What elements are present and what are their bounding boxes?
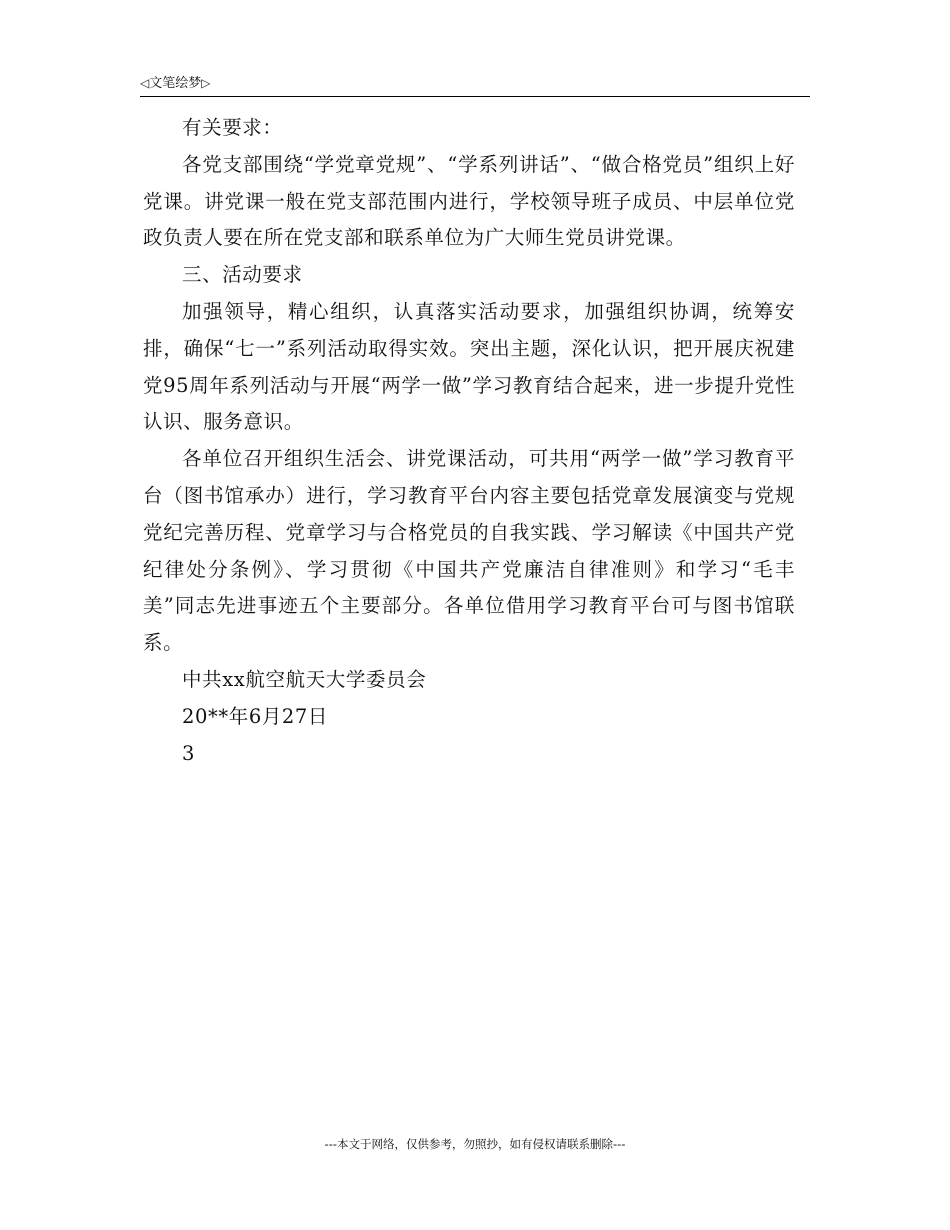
paragraph-party-lectures: 各党支部围绕“学党章党规”、“学系列讲话”、“做合格党员”组织上好党课。讲党课一般在党支部范围内进行，学校领导班子成员、中层单位党政负责人要在所在党支部和联系单位为广大师生党员讲党课。 — [143, 152, 795, 250]
brand-logo — [140, 74, 210, 93]
brand-name: 文笔绘梦 — [149, 76, 202, 91]
right-triangle-icon: ▷ — [201, 76, 211, 90]
signature-organization: 中共xx航空航天大学委员会 — [182, 667, 427, 691]
paragraph-learning-platform: 各单位召开组织生活会、讲党课活动，可共用“两学一做”学习教育平台（图书馆承办）进行，学习教育平台内容主要包括党章发展演变与党规党纪完善历程、党章学习与合格党员的自我实践、学习解读《中国共产党纪律处分条例》、学习贯彻《中国共产党廉洁自律准则》和学习“毛丰美”同志先进事迹五个主要部分。各单位借用学习教育平台可与图书馆联系。 — [143, 447, 795, 655]
signature-date: 20**年6月27日 — [182, 704, 329, 728]
paragraph-requirements-heading: 有关要求： — [182, 116, 283, 139]
page-number: 3 — [182, 741, 196, 765]
section-heading-activity-requirements: 三、活动要求 — [182, 263, 303, 287]
page-header — [140, 72, 810, 97]
footer-disclaimer: ---本文于网络，仅供参考，勿照抄，如有侵权请联系删除--- — [324, 1137, 626, 1151]
document-body — [143, 110, 795, 772]
left-triangle-icon: ◁ — [140, 76, 150, 90]
paragraph-strengthen-leadership: 加强领导，精心组织，认真落实活动要求，加强组织协调，统筹安排，确保“七一”系列活动取得实效。突出主题，深化认识，把开展庆祝建党95周年系列活动与开展“两学一做”学习教育结合起来，进一步提升党性认识、服务意识。 — [143, 299, 795, 434]
